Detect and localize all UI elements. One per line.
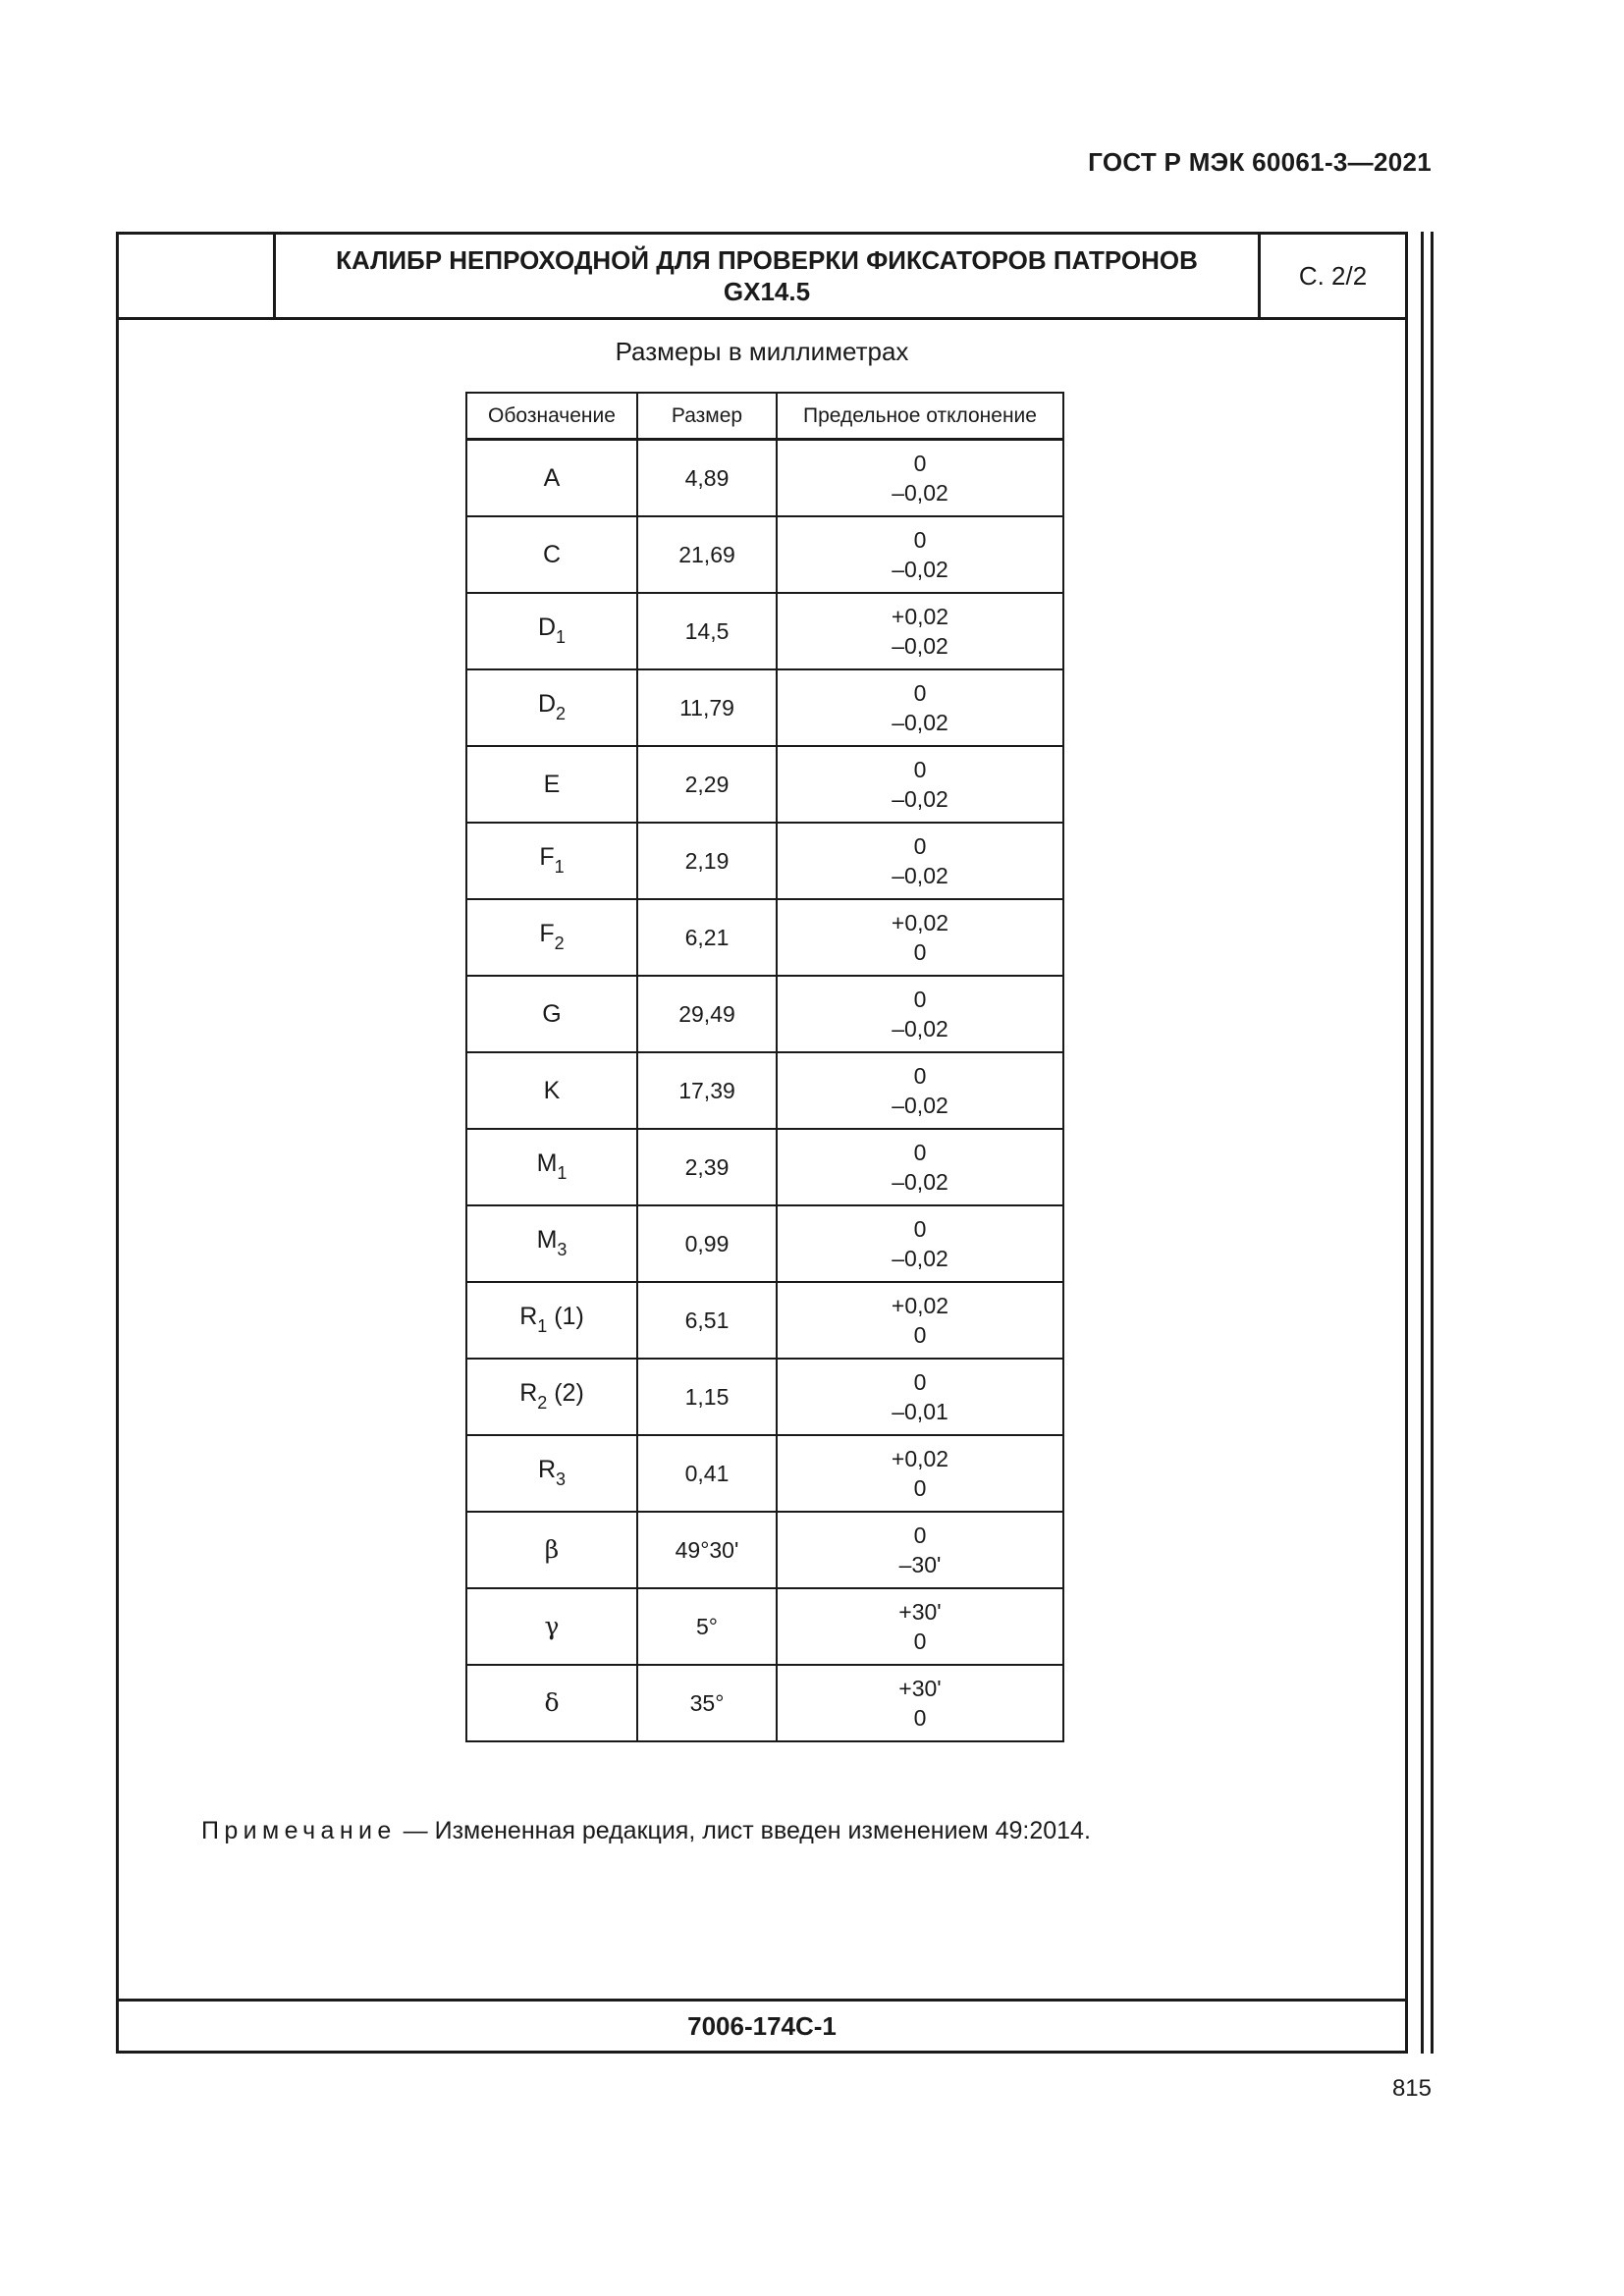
designation-cell bbox=[466, 1512, 637, 1588]
tolerance-lower: 0 bbox=[913, 1629, 927, 1654]
designation-symbol: A bbox=[543, 464, 561, 492]
tolerance-cell bbox=[777, 1512, 1063, 1588]
tolerance-upper: 0 bbox=[913, 1140, 927, 1165]
tolerance-upper: 0 bbox=[913, 451, 927, 476]
tolerance-cell bbox=[777, 1282, 1063, 1359]
tolerance-lower: –0,02 bbox=[892, 863, 948, 888]
size-cell: 2,39 bbox=[637, 1129, 777, 1205]
designation-symbol: K bbox=[543, 1077, 561, 1104]
size-cell: 49°30' bbox=[637, 1512, 777, 1588]
standard-code: ГОСТ Р МЭК 60061-3—2021 bbox=[1088, 147, 1432, 177]
designation-cell bbox=[466, 516, 637, 593]
designation-symbol: β bbox=[544, 1535, 560, 1564]
size-cell: 4,89 bbox=[637, 440, 777, 517]
tolerance-upper: +0,02 bbox=[891, 1293, 949, 1318]
tolerance-cell bbox=[777, 976, 1063, 1052]
designation-symbol: E bbox=[543, 771, 561, 798]
tolerance-lower: 0 bbox=[913, 1322, 927, 1348]
tolerance-upper: 0 bbox=[913, 757, 927, 782]
sheet-frame bbox=[116, 232, 1408, 2054]
tolerance-lower: –0,02 bbox=[892, 480, 948, 506]
tolerance-cell bbox=[777, 440, 1063, 517]
tolerance-upper: +0,02 bbox=[891, 910, 949, 935]
table-row bbox=[466, 1512, 1063, 1588]
table-row bbox=[466, 976, 1063, 1052]
title-block bbox=[119, 235, 1405, 320]
table-row bbox=[466, 1282, 1063, 1359]
table-row bbox=[466, 746, 1063, 823]
page-number: 815 bbox=[1391, 2075, 1432, 2102]
tolerance-cell bbox=[777, 1665, 1063, 1741]
designation-cell bbox=[466, 746, 637, 823]
designation-cell bbox=[466, 823, 637, 899]
designation-symbol: C bbox=[542, 541, 562, 568]
table-row bbox=[466, 1129, 1063, 1205]
tolerance-lower: –0,01 bbox=[892, 1399, 948, 1424]
size-cell: 6,51 bbox=[637, 1282, 777, 1359]
tolerance-lower: –0,02 bbox=[892, 1169, 948, 1195]
note-text: — Измененная редакция, лист введен изменением 49:2014. bbox=[396, 1817, 1091, 1844]
designation-suffix: (1) bbox=[547, 1303, 584, 1330]
table-row bbox=[466, 1665, 1063, 1741]
designation-symbol: D bbox=[537, 690, 557, 718]
designation-cell bbox=[466, 976, 637, 1052]
margin-rule-outer bbox=[1431, 232, 1434, 2054]
size-cell: 14,5 bbox=[637, 593, 777, 669]
designation-cell bbox=[466, 1129, 637, 1205]
sheet-title-line-1: КАЛИБР НЕПРОХОДНОЙ ДЛЯ ПРОВЕРКИ ФИКСАТОРОВ ПАТРОНОВ bbox=[336, 245, 1198, 275]
tolerance-cell bbox=[777, 899, 1063, 976]
sheet-title-line-2: GX14.5 bbox=[723, 277, 811, 306]
tolerance-lower: –0,02 bbox=[892, 633, 948, 659]
column-header-designation: Обозначение bbox=[466, 393, 637, 440]
tolerance-cell bbox=[777, 1052, 1063, 1129]
size-cell: 6,21 bbox=[637, 899, 777, 976]
size-cell: 35° bbox=[637, 1665, 777, 1741]
table-row bbox=[466, 823, 1063, 899]
designation-symbol: F bbox=[539, 843, 555, 871]
tolerance-upper: +0,02 bbox=[891, 1446, 949, 1471]
size-cell: 29,49 bbox=[637, 976, 777, 1052]
tolerance-upper: 0 bbox=[913, 1216, 927, 1242]
size-cell: 11,79 bbox=[637, 669, 777, 746]
column-header-tolerance: Предельное отклонение bbox=[777, 393, 1063, 440]
table-row bbox=[466, 1588, 1063, 1665]
dimensions-table bbox=[465, 392, 1064, 1742]
designation-subscript: 2 bbox=[554, 934, 565, 953]
table-row bbox=[466, 669, 1063, 746]
tolerance-lower: –0,02 bbox=[892, 1016, 948, 1041]
tolerance-cell bbox=[777, 516, 1063, 593]
drawing-code: 7006-174C-1 bbox=[687, 2010, 837, 2041]
designation-subscript: 1 bbox=[556, 627, 567, 647]
tolerance-lower: 0 bbox=[913, 1475, 927, 1501]
title-block-empty-cell bbox=[119, 235, 276, 317]
designation-symbol: δ bbox=[544, 1688, 560, 1717]
size-cell: 21,69 bbox=[637, 516, 777, 593]
tolerance-upper: 0 bbox=[913, 1522, 927, 1548]
designation-subscript: 2 bbox=[556, 704, 567, 723]
size-cell: 0,41 bbox=[637, 1435, 777, 1512]
size-cell: 2,19 bbox=[637, 823, 777, 899]
tolerance-lower: 0 bbox=[913, 939, 927, 965]
tolerance-upper: 0 bbox=[913, 1063, 927, 1089]
margin-rule-inner bbox=[1421, 232, 1424, 2054]
designation-cell bbox=[466, 1435, 637, 1512]
table-header-row bbox=[466, 393, 1063, 440]
designation-symbol: R bbox=[519, 1303, 538, 1330]
designation-cell bbox=[466, 1205, 637, 1282]
designation-symbol: M bbox=[536, 1226, 558, 1254]
size-cell: 5° bbox=[637, 1588, 777, 1665]
designation-subscript: 3 bbox=[556, 1469, 567, 1489]
designation-cell bbox=[466, 669, 637, 746]
tolerance-lower: –0,02 bbox=[892, 1093, 948, 1118]
size-cell: 1,15 bbox=[637, 1359, 777, 1435]
tolerance-upper: +30' bbox=[898, 1676, 942, 1701]
designation-subscript: 1 bbox=[537, 1316, 548, 1336]
tolerance-lower: –30' bbox=[898, 1552, 942, 1577]
tolerance-cell bbox=[777, 1129, 1063, 1205]
tolerance-cell bbox=[777, 593, 1063, 669]
sheet-footer bbox=[119, 1999, 1405, 2051]
designation-cell bbox=[466, 899, 637, 976]
designation-symbol: γ bbox=[544, 1612, 560, 1640]
table-row bbox=[466, 516, 1063, 593]
tolerance-cell bbox=[777, 1359, 1063, 1435]
size-cell: 2,29 bbox=[637, 746, 777, 823]
tolerance-lower: –0,02 bbox=[892, 786, 948, 812]
designation-symbol: R bbox=[537, 1456, 557, 1483]
table-row bbox=[466, 899, 1063, 976]
designation-subscript: 1 bbox=[554, 857, 565, 877]
tolerance-lower: –0,02 bbox=[892, 557, 948, 582]
designation-symbol: F bbox=[539, 920, 555, 947]
size-cell: 17,39 bbox=[637, 1052, 777, 1129]
table-body bbox=[466, 440, 1063, 1742]
tolerance-lower: –0,02 bbox=[892, 1246, 948, 1271]
units-caption: Размеры в миллиметрах bbox=[615, 337, 909, 366]
designation-symbol: M bbox=[536, 1149, 558, 1177]
size-cell: 0,99 bbox=[637, 1205, 777, 1282]
table-row bbox=[466, 1052, 1063, 1129]
designation-cell bbox=[466, 1359, 637, 1435]
table-row bbox=[466, 440, 1063, 517]
tolerance-upper: 0 bbox=[913, 1369, 927, 1395]
designation-symbol: D bbox=[537, 614, 557, 641]
table-row bbox=[466, 1435, 1063, 1512]
tolerance-upper: 0 bbox=[913, 680, 927, 706]
note bbox=[201, 1817, 1091, 1845]
table-row bbox=[466, 1205, 1063, 1282]
designation-cell bbox=[466, 1665, 637, 1741]
tolerance-upper: 0 bbox=[913, 527, 927, 553]
sheet-number: С. 2/2 bbox=[1258, 235, 1405, 317]
tolerance-cell bbox=[777, 746, 1063, 823]
designation-subscript: 1 bbox=[557, 1163, 568, 1183]
tolerance-upper: 0 bbox=[913, 833, 927, 859]
column-header-size: Размер bbox=[637, 393, 777, 440]
note-label: Примечание bbox=[201, 1817, 397, 1844]
designation-cell bbox=[466, 1282, 637, 1359]
sheet-title bbox=[276, 235, 1258, 317]
tolerance-upper: 0 bbox=[913, 987, 927, 1012]
tolerance-cell bbox=[777, 823, 1063, 899]
tolerance-cell bbox=[777, 1435, 1063, 1512]
designation-cell bbox=[466, 440, 637, 517]
tolerance-lower: 0 bbox=[913, 1705, 927, 1731]
designation-subscript: 3 bbox=[557, 1240, 568, 1259]
tolerance-cell bbox=[777, 1588, 1063, 1665]
designation-cell bbox=[466, 593, 637, 669]
tolerance-cell bbox=[777, 1205, 1063, 1282]
tolerance-lower: –0,02 bbox=[892, 710, 948, 735]
designation-cell bbox=[466, 1052, 637, 1129]
tolerance-upper: +30' bbox=[898, 1599, 942, 1625]
table-row bbox=[466, 1359, 1063, 1435]
designation-subscript: 2 bbox=[537, 1393, 548, 1413]
designation-suffix: (2) bbox=[547, 1379, 584, 1407]
designation-symbol: R bbox=[519, 1379, 538, 1407]
table-row bbox=[466, 593, 1063, 669]
designation-symbol: G bbox=[542, 1000, 562, 1028]
tolerance-cell bbox=[777, 669, 1063, 746]
tolerance-upper: +0,02 bbox=[891, 604, 949, 629]
designation-cell bbox=[466, 1588, 637, 1665]
